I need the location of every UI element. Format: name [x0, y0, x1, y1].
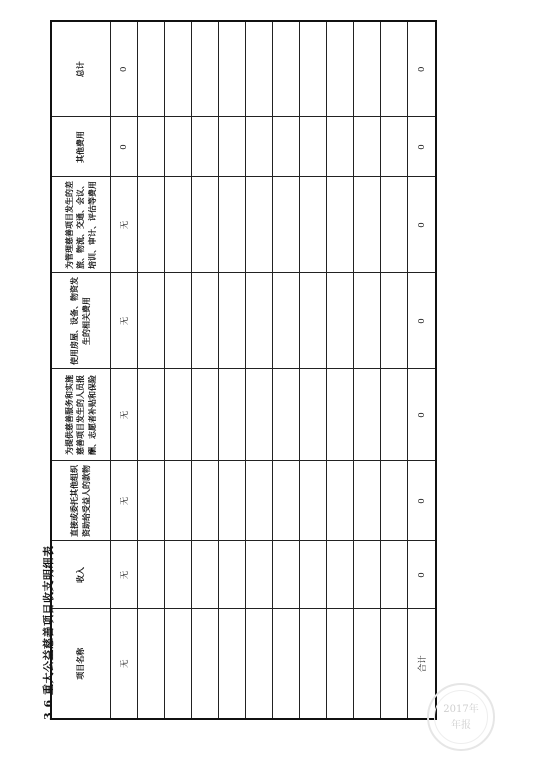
table-title: 3.6 重大公益慈善项目收支明细表: [42, 545, 55, 720]
table-row: [138, 21, 165, 719]
cell-income: 无: [111, 541, 138, 609]
cell-management-costs: [165, 177, 192, 273]
header-management-costs: 为管理慈善项目发生的差旅、物流、交通、会议、培训、审计、评估等费用: [51, 177, 111, 273]
cell-other-costs: [192, 117, 219, 177]
cell-total: [138, 21, 165, 117]
table-row: [111, 21, 138, 719]
cell-other-costs: [273, 117, 300, 177]
cell-management-costs: [300, 177, 327, 273]
cell-management-costs: [381, 177, 408, 273]
cell-income: [327, 541, 354, 609]
total-cell-personnel-costs: 0: [408, 369, 437, 461]
cell-direct-funding: [273, 461, 300, 541]
header-other-costs: 其他费用: [51, 117, 111, 177]
cell-other-costs: 0: [111, 117, 138, 177]
cell-income: [192, 541, 219, 609]
cell-direct-funding: [192, 461, 219, 541]
cell-management-costs: [354, 177, 381, 273]
cell-personnel-costs: [192, 369, 219, 461]
cell-other-costs: [165, 117, 192, 177]
cell-facility-costs: [327, 273, 354, 369]
cell-income: [165, 541, 192, 609]
cell-project-name: [381, 609, 408, 719]
cell-personnel-costs: [354, 369, 381, 461]
cell-total: [192, 21, 219, 117]
cell-direct-funding: [327, 461, 354, 541]
cell-facility-costs: [246, 273, 273, 369]
cell-management-costs: [138, 177, 165, 273]
cell-personnel-costs: [273, 369, 300, 461]
total-cell-direct-funding: 0: [408, 461, 437, 541]
cell-project-name: [300, 609, 327, 719]
cell-facility-costs: [219, 273, 246, 369]
cell-facility-costs: [273, 273, 300, 369]
cell-total: [273, 21, 300, 117]
table-row: [300, 21, 327, 719]
cell-total: [219, 21, 246, 117]
cell-personnel-costs: [219, 369, 246, 461]
cell-facility-costs: [192, 273, 219, 369]
cell-personnel-costs: [246, 369, 273, 461]
cell-direct-funding: [246, 461, 273, 541]
cell-direct-funding: 无: [111, 461, 138, 541]
cell-total: [381, 21, 408, 117]
cell-management-costs: [246, 177, 273, 273]
cell-management-costs: [327, 177, 354, 273]
cell-project-name: [138, 609, 165, 719]
cell-facility-costs: [354, 273, 381, 369]
cell-other-costs: [300, 117, 327, 177]
cell-project-name: [273, 609, 300, 719]
cell-other-costs: [246, 117, 273, 177]
cell-project-name: [192, 609, 219, 719]
cell-direct-funding: [300, 461, 327, 541]
total-cell-facility-costs: 0: [408, 273, 437, 369]
cell-income: [219, 541, 246, 609]
cell-total: 0: [111, 21, 138, 117]
annual-report-watermark: [427, 683, 495, 751]
cell-total: [165, 21, 192, 117]
cell-income: [354, 541, 381, 609]
cell-project-name: [327, 609, 354, 719]
cell-other-costs: [381, 117, 408, 177]
cell-management-costs: 无: [111, 177, 138, 273]
cell-personnel-costs: [138, 369, 165, 461]
table-row: [165, 21, 192, 719]
cell-project-name: [219, 609, 246, 719]
cell-income: [246, 541, 273, 609]
header-total: 总计: [51, 21, 111, 117]
cell-other-costs: [354, 117, 381, 177]
cell-income: [273, 541, 300, 609]
cell-management-costs: [192, 177, 219, 273]
rotated-page: [40, 20, 428, 720]
cell-income: [300, 541, 327, 609]
cell-facility-costs: [138, 273, 165, 369]
cell-direct-funding: [138, 461, 165, 541]
table-row: [246, 21, 273, 719]
header-direct-funding: 直接或委托其他组织资助给受益人的款物: [51, 461, 111, 541]
cell-direct-funding: [381, 461, 408, 541]
total-cell-total: 0: [408, 21, 437, 117]
expense-detail-table: [50, 20, 437, 720]
cell-facility-costs: 无: [111, 273, 138, 369]
cell-income: [138, 541, 165, 609]
header-row: [51, 21, 111, 719]
watermark-year: 2017年: [443, 704, 479, 715]
cell-direct-funding: [165, 461, 192, 541]
table-row: [327, 21, 354, 719]
cell-total: [354, 21, 381, 117]
cell-management-costs: [219, 177, 246, 273]
cell-personnel-costs: [165, 369, 192, 461]
table-row: [354, 21, 381, 719]
watermark-label: 年报: [451, 720, 471, 731]
cell-other-costs: [327, 117, 354, 177]
cell-project-name: [165, 609, 192, 719]
cell-project-name: 无: [111, 609, 138, 719]
total-cell-management-costs: 0: [408, 177, 437, 273]
cell-management-costs: [273, 177, 300, 273]
header-personnel-costs: 为提供慈善服务和实施慈善项目发生的人员报酬、志愿者补贴和保险: [51, 369, 111, 461]
cell-other-costs: [219, 117, 246, 177]
cell-facility-costs: [165, 273, 192, 369]
table-row: [219, 21, 246, 719]
cell-personnel-costs: [300, 369, 327, 461]
cell-total: [327, 21, 354, 117]
header-income: 收入: [51, 541, 111, 609]
table-row: [381, 21, 408, 719]
table-row: [273, 21, 300, 719]
cell-project-name: [354, 609, 381, 719]
cell-direct-funding: [219, 461, 246, 541]
cell-personnel-costs: [381, 369, 408, 461]
table-row: [192, 21, 219, 719]
cell-total: [300, 21, 327, 117]
total-row: [408, 21, 437, 719]
cell-other-costs: [138, 117, 165, 177]
cell-facility-costs: [300, 273, 327, 369]
cell-project-name: [246, 609, 273, 719]
watermark-inner-ring: [434, 690, 488, 744]
cell-facility-costs: [381, 273, 408, 369]
cell-direct-funding: [354, 461, 381, 541]
header-project-name: 项目名称: [51, 609, 111, 719]
cell-income: [381, 541, 408, 609]
total-cell-other-costs: 0: [408, 117, 437, 177]
cell-personnel-costs: 无: [111, 369, 138, 461]
header-facility-costs: 使用房屋、设备、物资发生的相关费用: [51, 273, 111, 369]
cell-personnel-costs: [327, 369, 354, 461]
total-cell-income: 0: [408, 541, 437, 609]
cell-total: [246, 21, 273, 117]
total-cell-project-name: 合计: [408, 609, 437, 719]
